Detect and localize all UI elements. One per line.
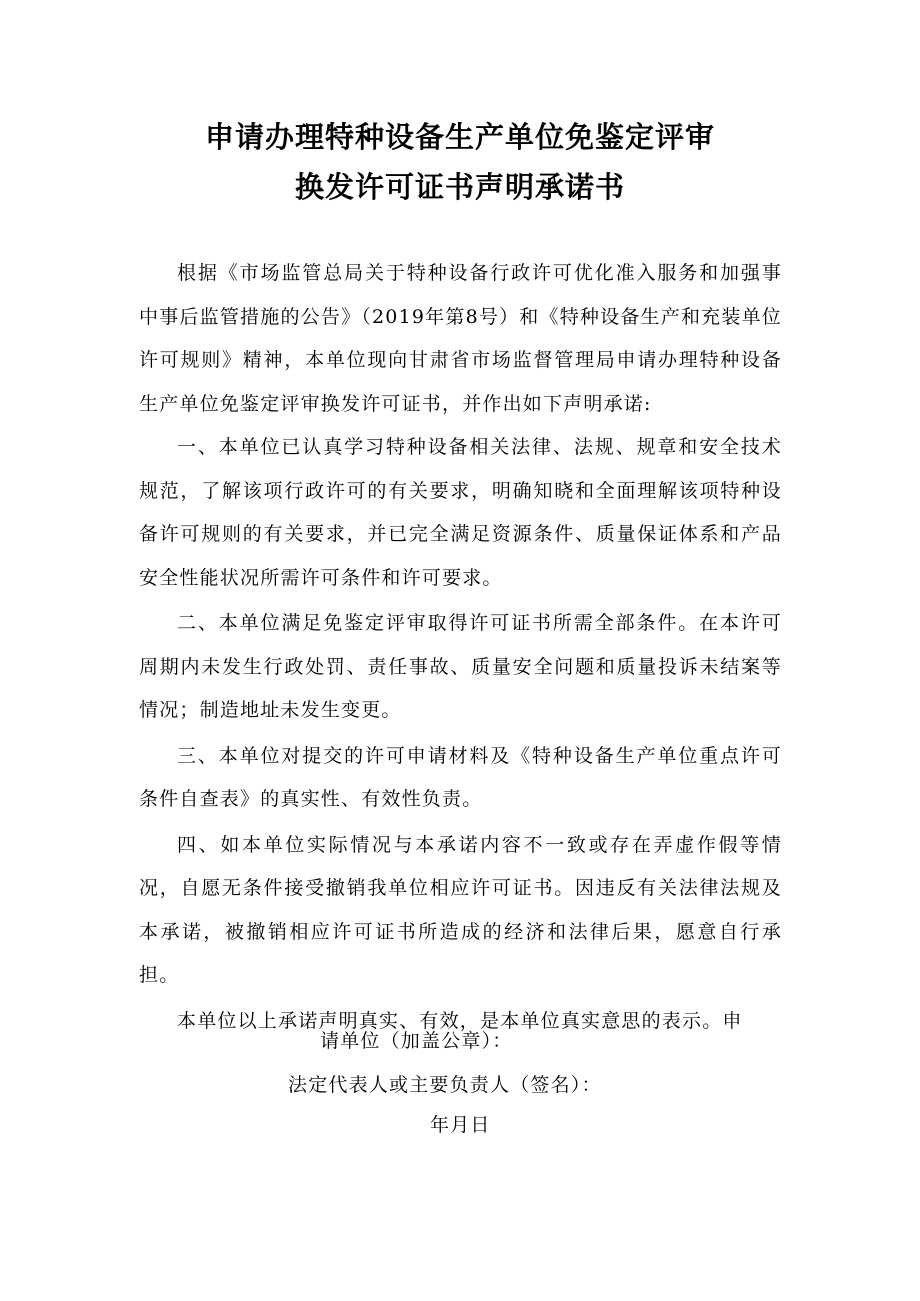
paragraph-commitment-1: 一、本单位已认真学习特种设备相关法律、法规、规章和安全技术规范，了解该项行政许可的有关要求，明确知晓和全面理解该项特种设备许可规则的有关要求，并已完全满足资源条件、质量保证体系和产品安全性能状况所需许可条件和许可要求。 [139, 436, 782, 589]
paragraph-declaration: 本单位以上承诺声明真实、有效，是本单位真实意思的表示。申 [177, 1009, 743, 1032]
applicant-unit-seal-label: 请单位（加盖公章）： [320, 1030, 513, 1052]
date-label: 年月日 [430, 1114, 491, 1136]
title-line-1: 申请办理特种设备生产单位免鉴定评审 [204, 120, 715, 154]
legal-representative-signature-label: 法定代表人或主要负责人（签名）： [288, 1074, 602, 1096]
title-line-2: 换发许可证书声明承诺书 [294, 170, 625, 204]
paragraph-commitment-4: 四、如本单位实际情况与本承诺内容不一致或存在弄虚作假等情况，自愿无条件接受撤销我单位相应许可证书。因违反有关法律法规及本承诺，被撤销相应许可证书所造成的经济和法律后果，愿意自行承担。 [139, 833, 782, 986]
paragraph-commitment-3: 三、本单位对提交的许可申请材料及《特种设备生产单位重点许可条件自查表》的真实性、有效性负责。 [139, 744, 782, 810]
paragraph-intro: 根据《市场监管总局关于特种设备行政许可优化准入服务和加强事中事后监管措施的公告》（2019年第8号）和《特种设备生产和充装单位许可规则》精神，本单位现向甘肃省市场监督管理局申请办理特种设备生产单位免鉴定评审换发许可证书，并作出如下声明承诺: [139, 262, 782, 415]
paragraph-commitment-2: 二、本单位满足免鉴定评审取得许可证书所需全部条件。在本许可周期内未发生行政处罚、责任事故、质量安全问题和质量投诉未结案等情况；制造地址未发生变更。 [139, 612, 782, 721]
document-title [0, 112, 920, 212]
document-body [139, 252, 782, 1043]
